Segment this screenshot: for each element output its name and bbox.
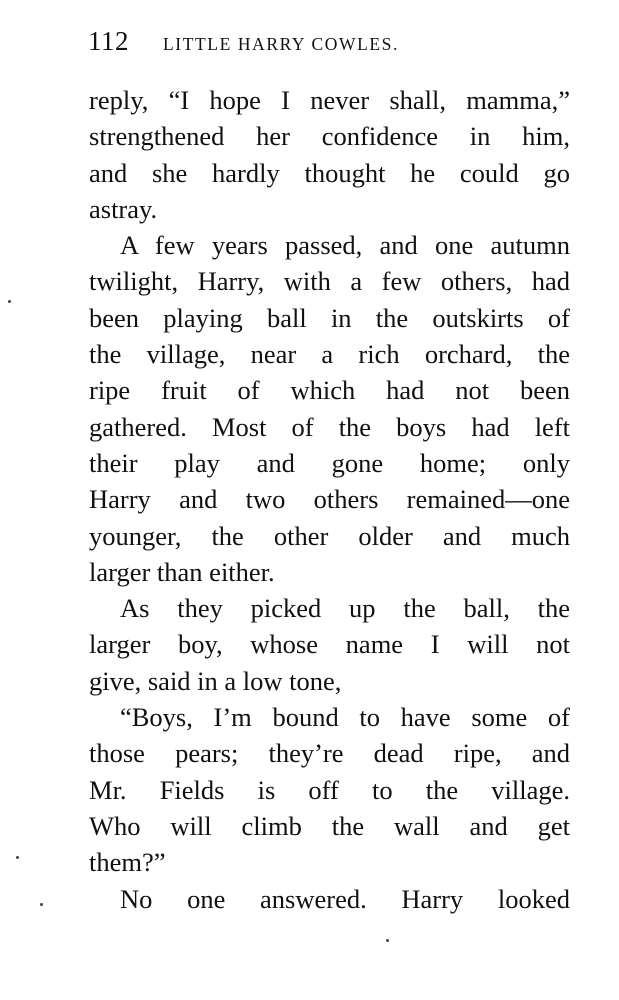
text-line: and she hardly thought he could go xyxy=(89,157,570,188)
text-line: Who will climb the wall and get xyxy=(89,810,570,841)
body-text xyxy=(89,82,570,917)
text-line: ripe fruit of which had not been xyxy=(89,375,570,406)
print-speck xyxy=(40,903,43,906)
text-line: their play and gone home; only xyxy=(89,447,570,478)
text-line: Harry and two others remained—one xyxy=(89,484,570,515)
page-header xyxy=(88,26,570,62)
text-line: twilight, Harry, with a few others, had xyxy=(89,266,570,297)
text-line: No one answered. Harry looked xyxy=(120,883,570,914)
text-line: the village, near a rich orchard, the xyxy=(89,339,570,370)
text-line: astray. xyxy=(89,193,158,224)
text-line: A few years passed, and one autumn xyxy=(120,230,570,261)
print-speck xyxy=(16,856,19,859)
text-line: “Boys, I’m bound to have some of xyxy=(120,702,570,733)
text-line: give, said in a low tone, xyxy=(89,665,342,696)
text-line: been playing ball in the outskirts of xyxy=(89,302,570,333)
text-line: younger, the other older and much xyxy=(89,520,570,551)
text-line: As they picked up the ball, the xyxy=(120,593,570,624)
text-line: larger boy, whose name I will not xyxy=(89,629,570,660)
text-line: gathered. Most of the boys had left xyxy=(89,411,570,442)
text-line: strengthened her confidence in him, xyxy=(89,121,570,152)
page-number: 112 xyxy=(88,26,129,56)
running-title: LITTLE HARRY COWLES. xyxy=(163,34,399,54)
text-line: them?” xyxy=(89,847,166,878)
print-speck xyxy=(386,939,389,942)
text-line: reply, “I hope I never shall, mamma,” xyxy=(89,85,570,115)
text-line: Mr. Fields is off to the village. xyxy=(89,774,570,805)
text-line: those pears; they’re dead ripe, and xyxy=(89,738,570,769)
print-speck xyxy=(8,300,11,303)
text-line: larger than either. xyxy=(89,556,275,587)
